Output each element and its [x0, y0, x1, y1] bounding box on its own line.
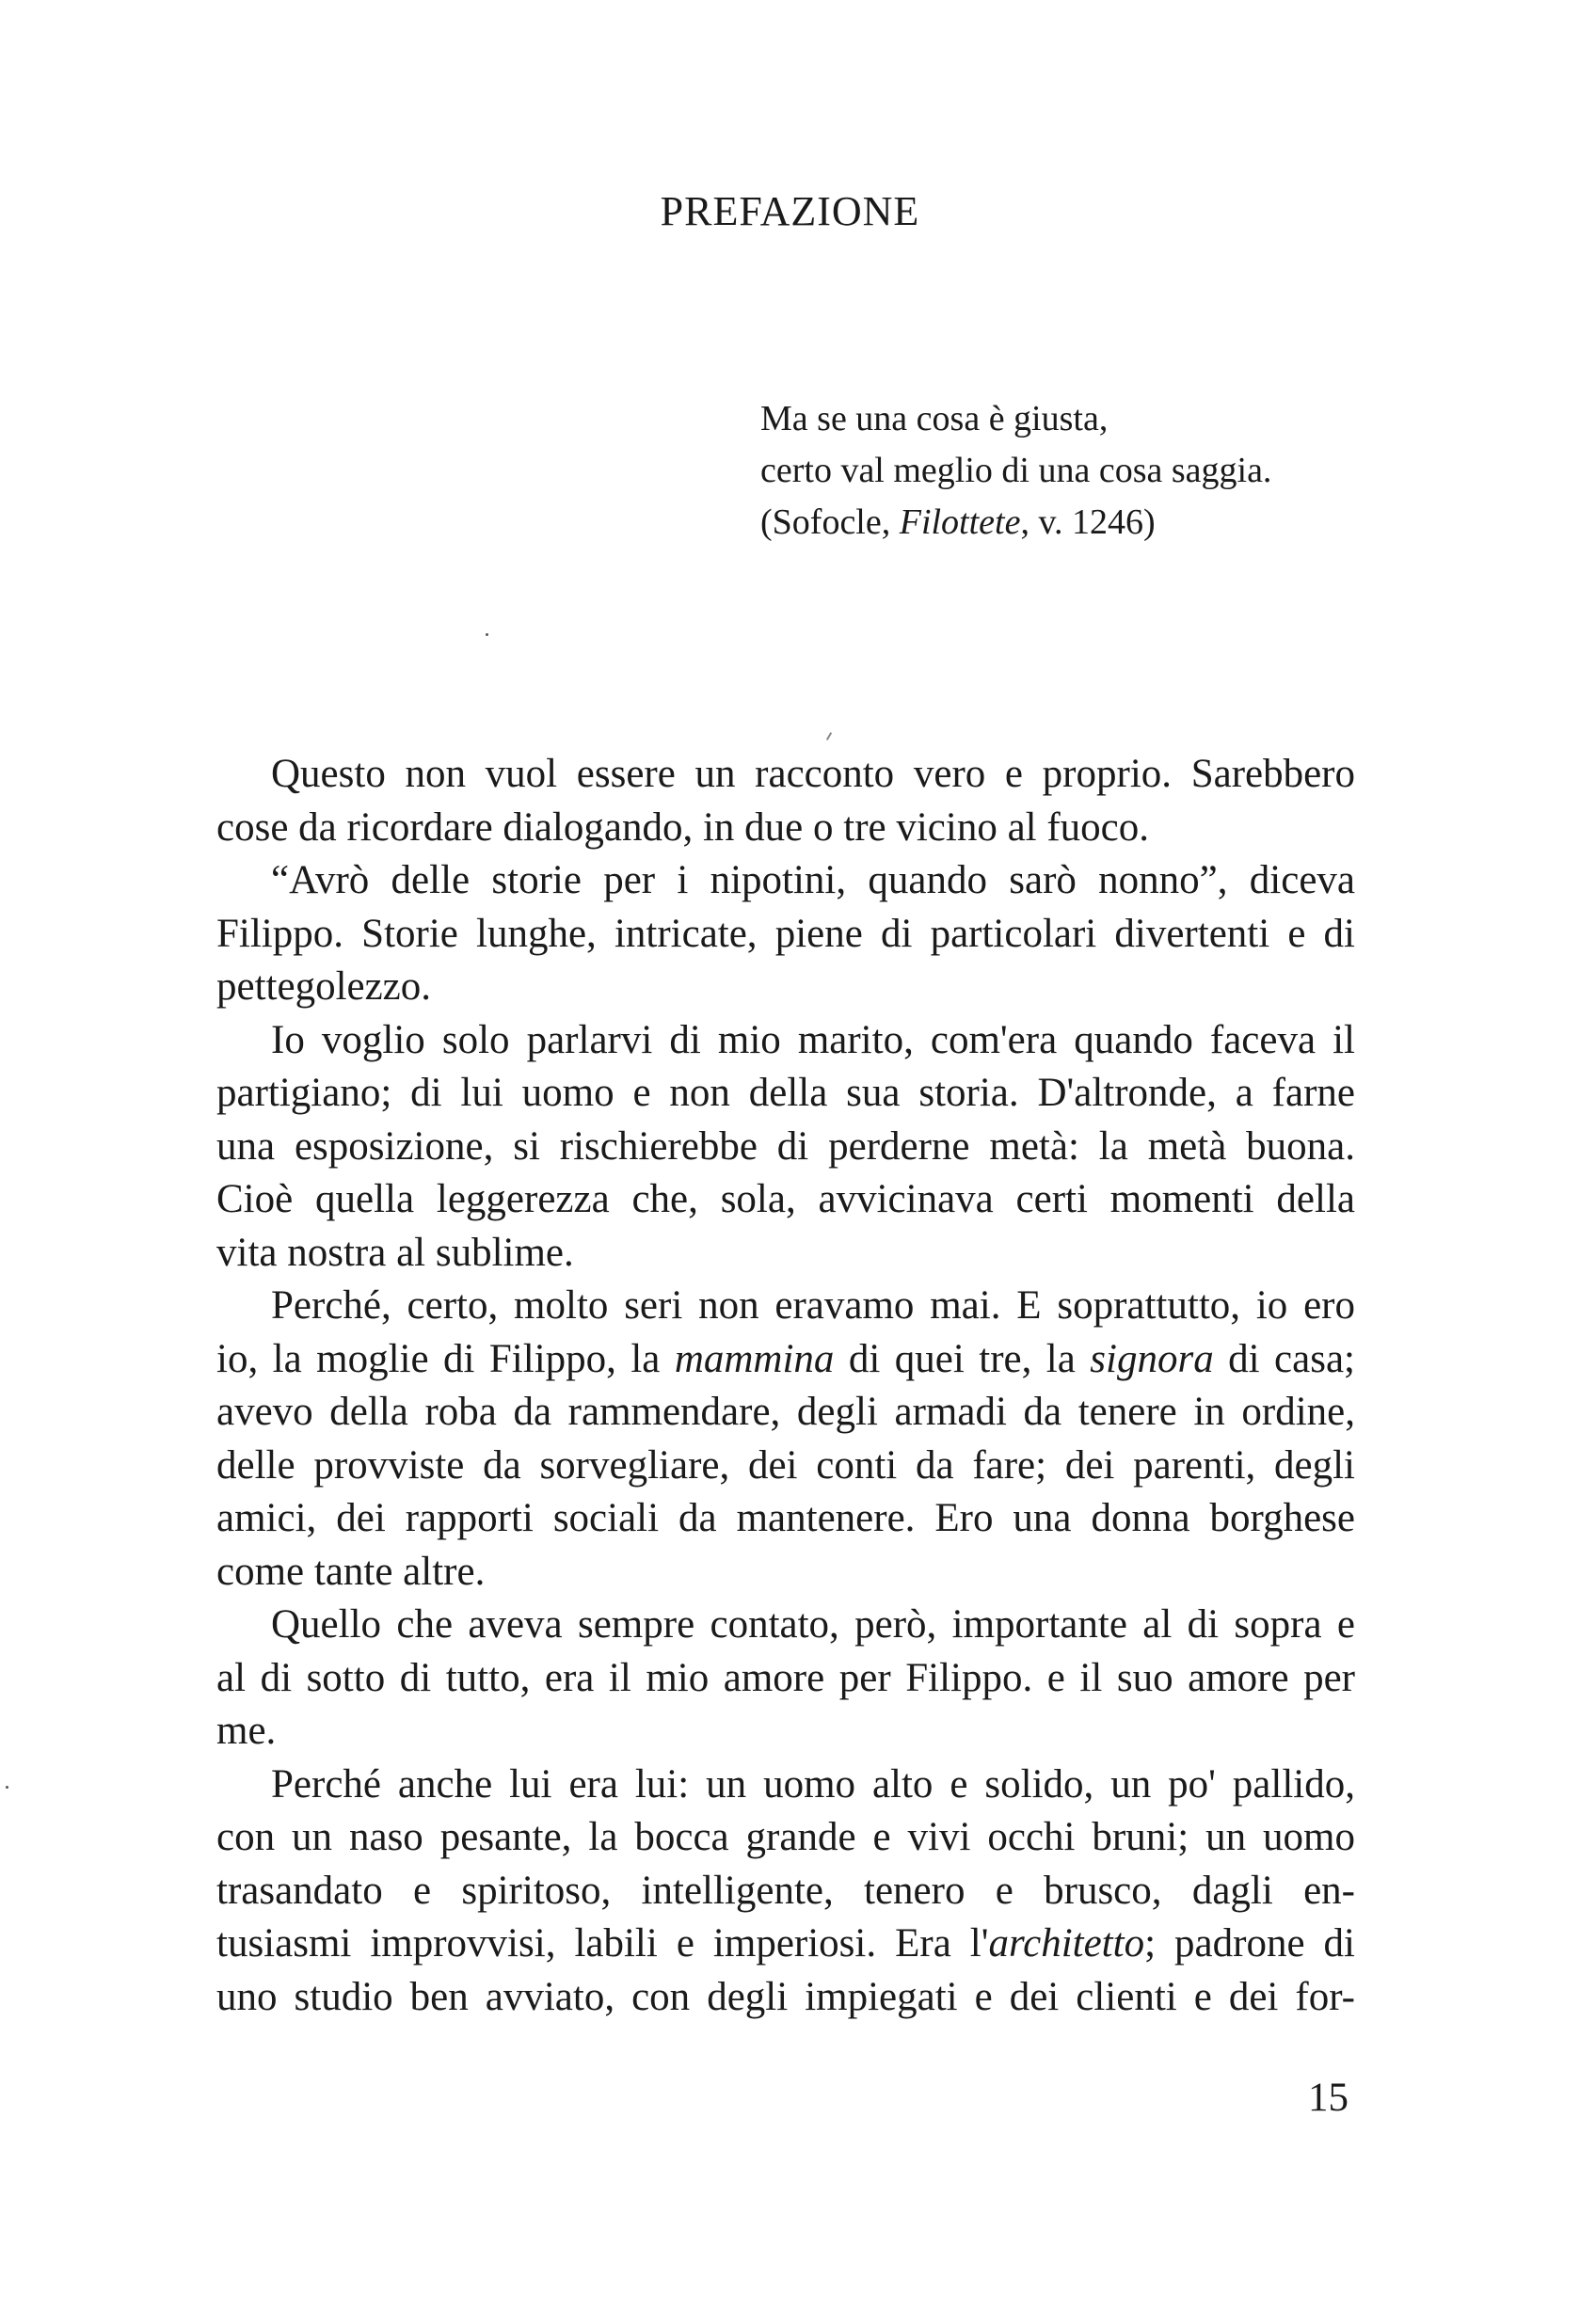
text-line: Questo non vuol essere un racconto vero e proprio. Sarebbero — [271, 752, 1355, 796]
epigraph-source-open: (Sofocle, — [760, 502, 900, 542]
scan-speck — [6, 1786, 8, 1789]
epigraph-line: certo val meglio di una cosa saggia. — [760, 451, 1272, 490]
text-line: trasandato e spiritoso, intelligente, tenero e brusco, dagli en- — [216, 1868, 1355, 1913]
scan-speck — [826, 732, 832, 740]
text-line: Perché anche lui era lui: un uomo alto e solido, un po' pallido, — [271, 1761, 1355, 1807]
text-line: al di sotto di tutto, era il mio amore per Filippo. e il suo amore per — [216, 1655, 1355, 1700]
text-run: di casa; — [1213, 1336, 1355, 1381]
text-line: una esposizione, si rischierebbe di perderne metà: la metà buona. — [216, 1123, 1355, 1169]
text-line: come tante altre. — [216, 1549, 486, 1594]
text-line: Perché, certo, molto seri non eravamo mai. E soprattutto, io ero — [271, 1283, 1355, 1328]
text-line: delle provviste da sorvegliare, dei conti da fare; dei parenti, degli — [216, 1442, 1355, 1488]
text-line: cose da ricordare dialogando, in due o tre vicino al fuoco. — [216, 804, 1150, 850]
text-line: Filippo. Storie lunghe, intricate, piene di particolari divertenti e di — [216, 911, 1355, 956]
emphasis-architetto: architetto — [988, 1921, 1145, 1966]
text-line: vita nostra al sublime. — [216, 1230, 574, 1275]
text-line: Io voglio solo parlarvi di mio marito, com'era quando faceva il — [271, 1017, 1355, 1062]
emphasis-mammina: mammina — [674, 1336, 835, 1381]
epigraph-source — [760, 497, 1271, 549]
epigraph-line: Ma se una cosa è giusta, — [760, 399, 1109, 438]
text-line: pettegolezzo. — [216, 964, 432, 1009]
text-line: partigiano; di lui uomo e non della sua storia. D'altronde, a farne — [216, 1071, 1355, 1115]
text-line: me. — [216, 1709, 277, 1753]
emphasis-signora: signora — [1090, 1336, 1214, 1381]
scan-speck — [486, 633, 488, 636]
epigraph-source-work: Filottete — [899, 502, 1021, 542]
text-line: avevo della roba da rammendare, degli armadi da tenere in ordine, — [216, 1390, 1355, 1434]
text-run: di quei tre, la — [834, 1336, 1091, 1381]
text-line — [216, 1333, 1355, 1387]
chapter-heading: PREFAZIONE — [660, 188, 920, 234]
text-run: tusiasmi improvvisi, labili e imperiosi. Era l' — [216, 1921, 989, 1966]
text-line: con un naso pesante, la bocca grande e vivi occhi bruni; un uomo — [216, 1815, 1355, 1859]
text-line: “Avrò delle storie per i nipotini, quando sarò nonno”, diceva — [271, 858, 1355, 902]
text-line: Quello che aveva sempre contato, però, importante al di sopra e — [271, 1602, 1355, 1647]
text-run: ; padrone di — [1144, 1921, 1355, 1966]
epigraph — [760, 393, 1271, 549]
page-number: 15 — [1308, 2076, 1349, 2120]
text-line — [216, 1918, 1355, 1971]
epigraph-source-close: , v. 1246) — [1020, 502, 1156, 542]
body-text — [216, 748, 1355, 2024]
text-line: Cioè quella leggerezza che, sola, avvicinava certi momenti della — [216, 1177, 1355, 1221]
text-run: io, la moglie di Filippo, la — [216, 1336, 675, 1381]
text-line: uno studio ben avviato, con degli impiegati e dei clienti e dei for- — [216, 1974, 1355, 2019]
text-line: amici, dei rapporti sociali da mantenere. Ero una donna borghese — [216, 1496, 1355, 1540]
